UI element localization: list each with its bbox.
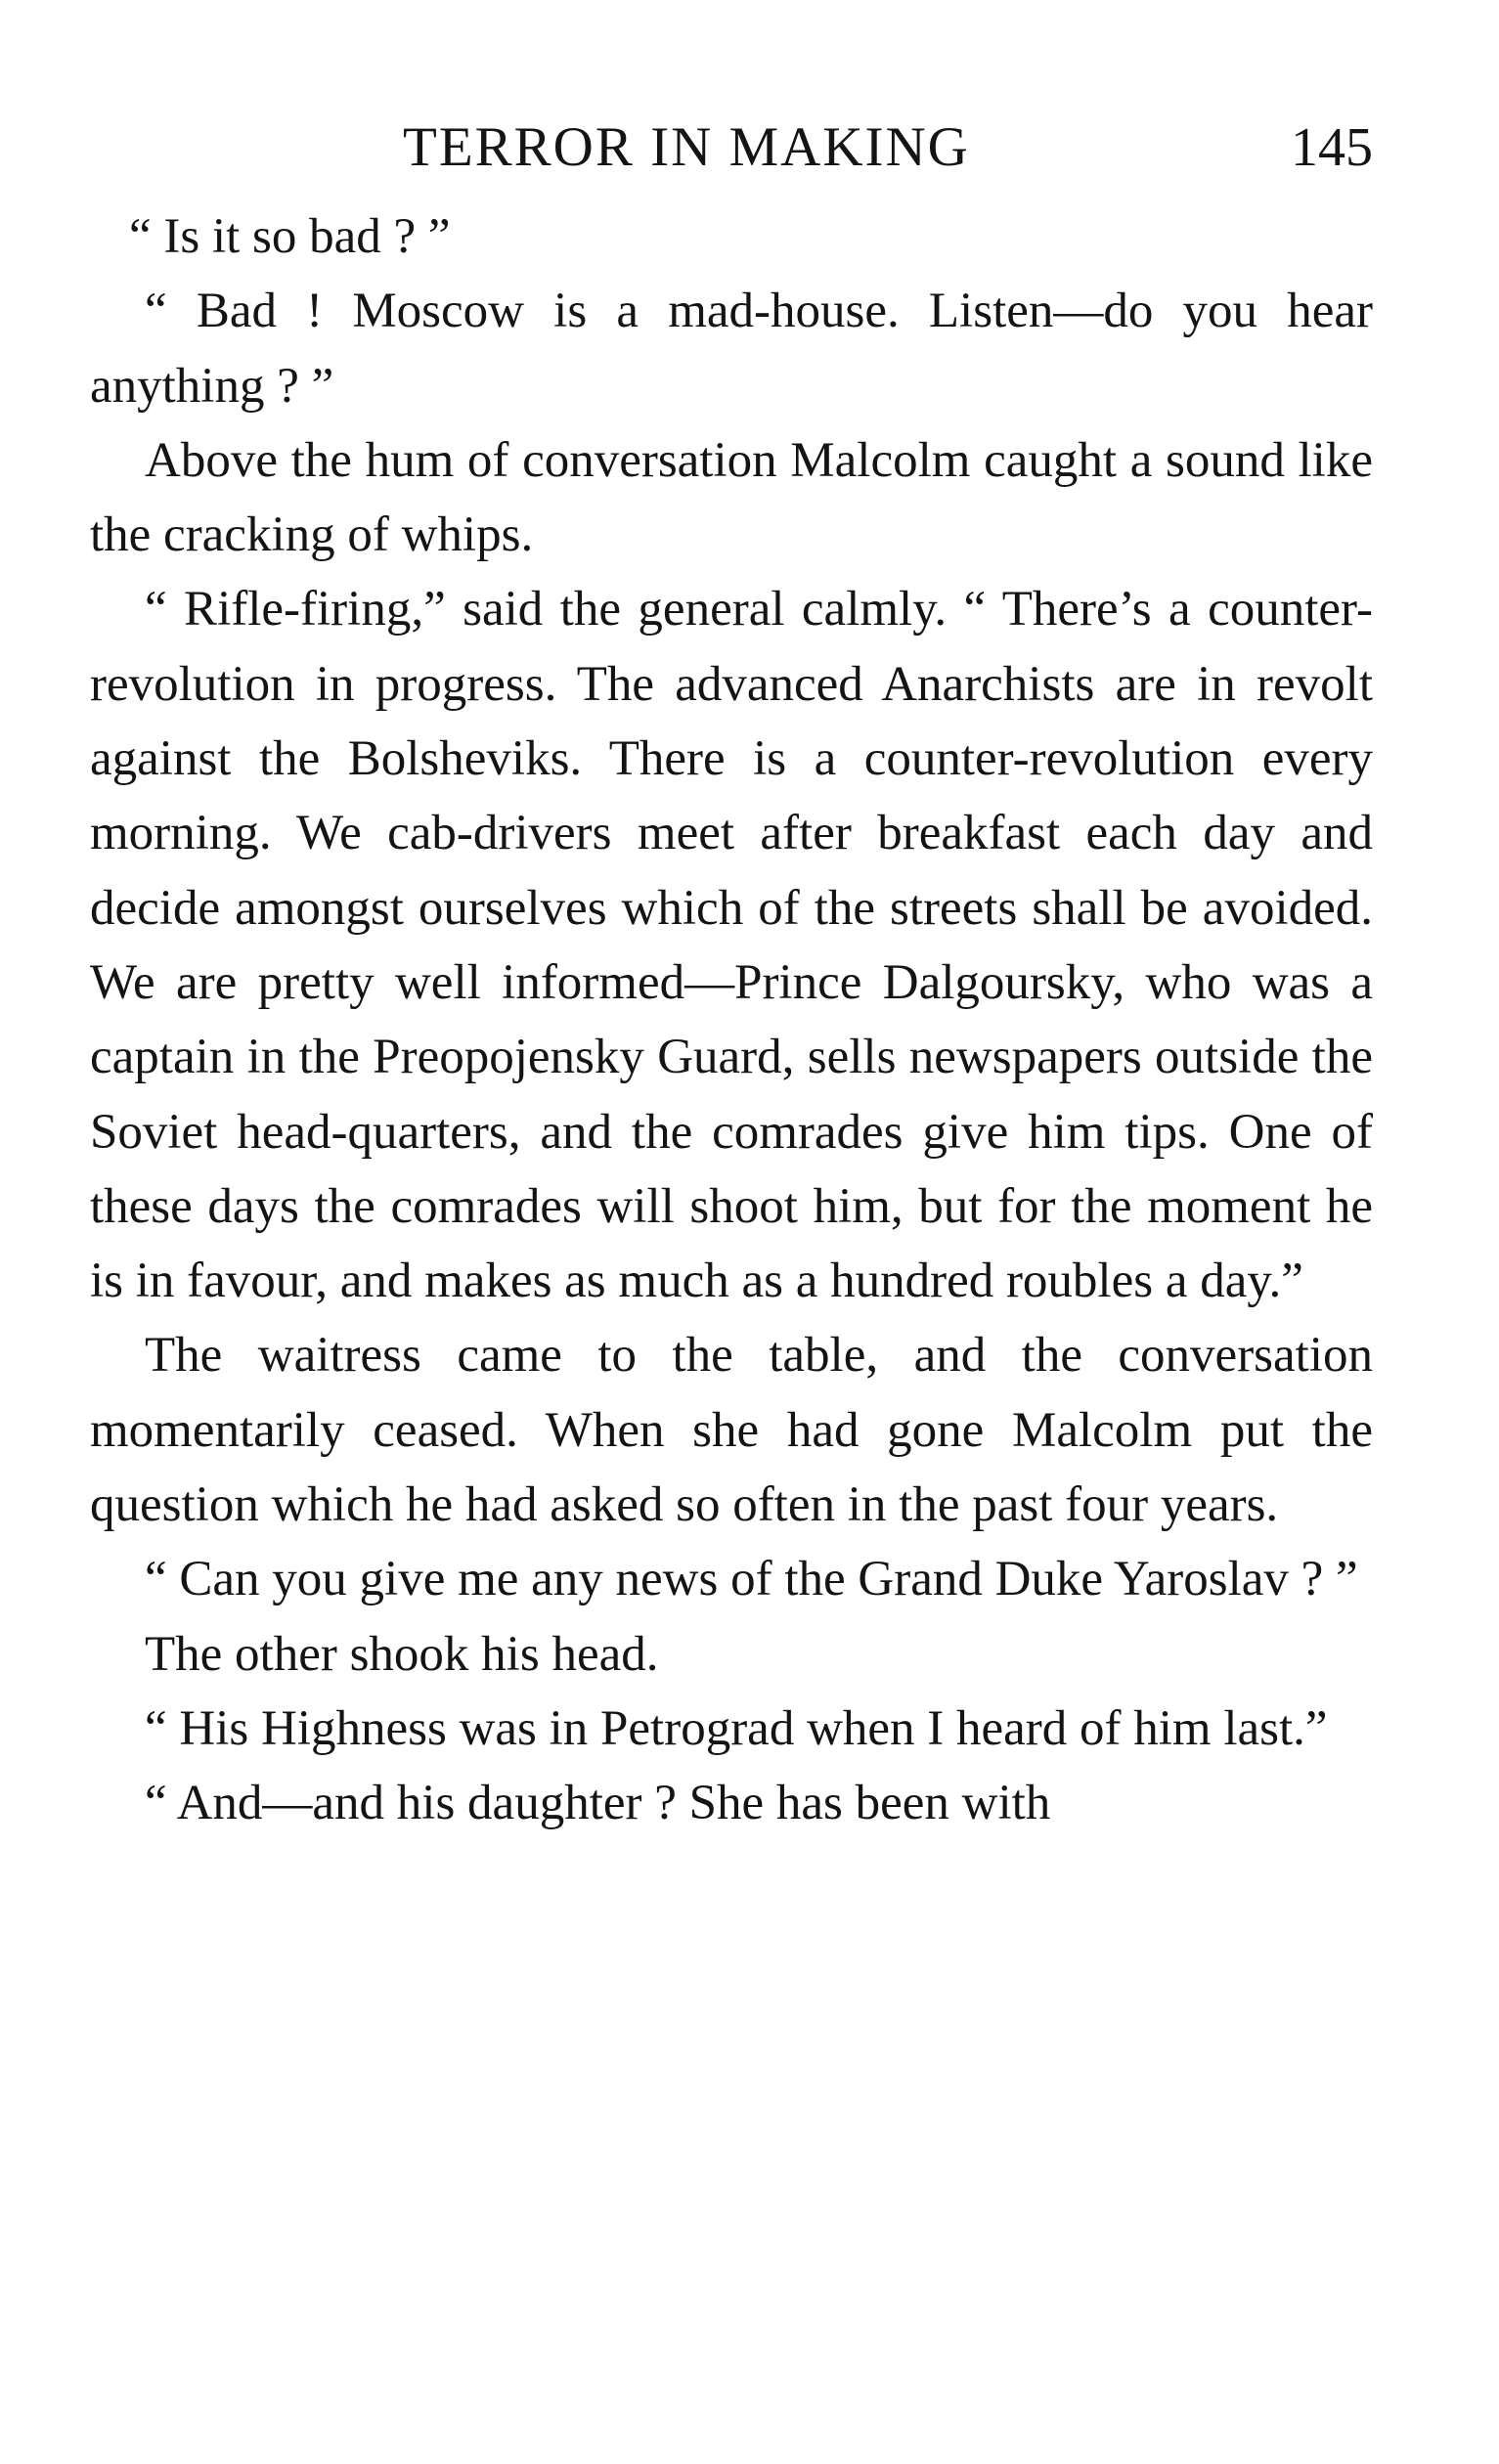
paragraph-waitress-came: The waitress came to the table, and the conversation momentarily ceased. When she had gone Malcolm put the question which he had asked so often in the past four years. xyxy=(90,1328,1373,1533)
paragraph-his-daughter: “ And—and his daughter ? She has been with xyxy=(145,1776,1051,1831)
page-number: 145 xyxy=(1291,117,1373,178)
body-text xyxy=(90,199,1373,1841)
paragraph-shook-head: The other shook his head. xyxy=(145,1626,659,1682)
paragraph-moscow-mad-house: “ Bad ! Moscow is a mad-house. Listen—do you hear anything ? ” xyxy=(90,284,1373,414)
paragraph-grand-duke-question: “ Can you give me any news of the Grand Duke Yaroslav ? ” xyxy=(145,1552,1358,1607)
paragraph-cracking-of-whips: Above the hum of conversation Malcolm caught a sound like the cracking of whips. xyxy=(90,432,1373,563)
running-head xyxy=(90,106,1373,190)
paragraph-is-it-so-bad: “ Is it so bad ? ” xyxy=(129,209,451,264)
paragraph-petrograd: “ His Highness was in Petrograd when I heard of him last.” xyxy=(145,1700,1328,1756)
paragraph-rifle-firing: “ Rifle-firing,” said the general calmly. “ There’s a counter-revolution in progress. The advanced Anarchists are in revolt against the Bolsheviks. There is a counter-revolution every morning. We cab-drivers meet after breakfast each day and decide amongst ourselves which of the streets shall be avoided. We are pretty well informed—Prince Dalgoursky, who was a captain in the Preopojensky Guard, sells newspapers outside the Soviet head-quarters, and the comrades give him tips. One of these days the comrades will shoot him, but for the moment he is in favour, and makes as much as a hundred roubles a day.” xyxy=(90,582,1373,1309)
running-title: TERROR IN MAKING xyxy=(403,116,970,178)
